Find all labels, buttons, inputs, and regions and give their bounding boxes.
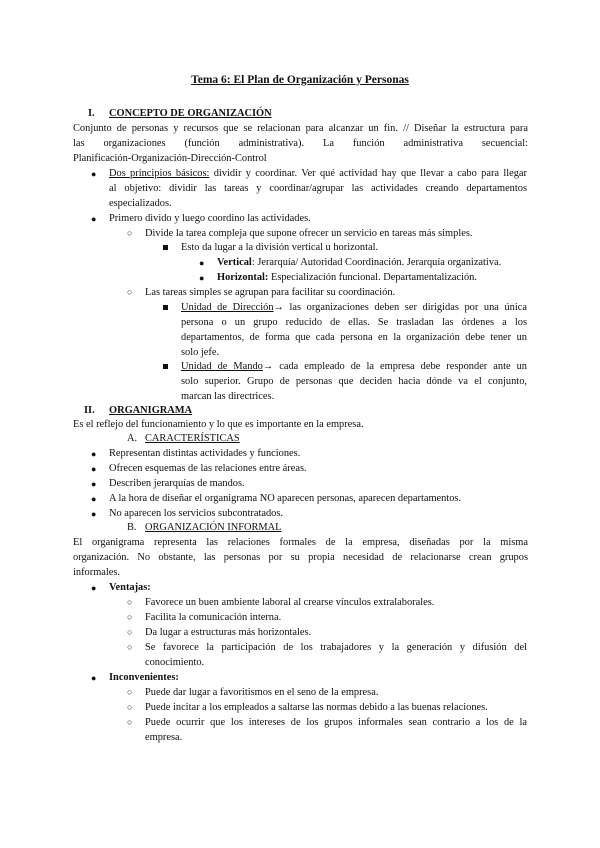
bullet-square-icon bbox=[163, 364, 168, 369]
bullet-circle-icon: ○ bbox=[127, 612, 133, 622]
s1-intro-line-3: Planificación-Organización-Dirección-Control bbox=[73, 153, 267, 164]
vertical-text: : Jerarquía/ Autoridad Coordinación. Jerarquía organizativa. bbox=[251, 257, 502, 268]
bullet-dot-icon: ● bbox=[199, 258, 205, 268]
s1-bullet-1-line-2: al objetivo: dividir las tareas y coordinar/agrupar las actividades creando departamentos bbox=[109, 183, 527, 194]
s1-bullet-1-line-1 bbox=[109, 166, 527, 181]
s1-sub-2: Las tareas simples se agrupan para facilitar su coordinación. bbox=[145, 287, 396, 298]
s1-square-1: Esto da lugar a la división vertical u horizontal. bbox=[181, 242, 379, 253]
unidad-mando-line-1 bbox=[181, 359, 527, 374]
page-title: Tema 6: El Plan de Organización y Personas bbox=[191, 74, 409, 86]
bullet-dot-icon: ● bbox=[91, 464, 97, 474]
s2b-line-1: El organigrama representa las relaciones formales de la empresa, diseñadas por la misma bbox=[73, 537, 528, 548]
caracteristica-1: Representan distintas actividades y funciones. bbox=[109, 448, 301, 459]
unidad-mando-text: → cada empleado de la empresa debe responder ante un bbox=[262, 361, 527, 372]
unidad-direccion-line-3: departamentos, de forma que cada persona en la organización debe tener un bbox=[181, 332, 527, 343]
s1-horizontal bbox=[217, 270, 477, 285]
principles-text: dividir y coordinar. Ver qué actividad hay que llevar a cabo para llegar bbox=[209, 168, 527, 179]
unidad-direccion-line-1 bbox=[181, 300, 527, 315]
s2-intro: Es el reflejo del funcionamiento y lo que es importante en la empresa. bbox=[73, 419, 364, 430]
bullet-circle-icon: ○ bbox=[127, 717, 133, 727]
horizontal-text: Especialización funcional. Departamentalización. bbox=[268, 272, 477, 283]
unidad-direccion-line-4: solo jefe. bbox=[181, 347, 220, 358]
ventaja-4-line-2: conocimiento. bbox=[145, 657, 205, 668]
caracteristica-5: No aparecen los servicios subcontratados. bbox=[109, 508, 283, 519]
unidad-direccion-label: Unidad de Dirección bbox=[181, 302, 274, 313]
bullet-circle-icon: ○ bbox=[127, 287, 133, 297]
bullet-circle-icon: ○ bbox=[127, 228, 133, 238]
unidad-direccion-text: → las organizaciones deben ser dirigidas por una única bbox=[273, 302, 527, 313]
section-1-number: I. bbox=[88, 108, 95, 119]
bullet-dot-icon: ● bbox=[91, 479, 97, 489]
bullet-square-icon bbox=[163, 245, 168, 250]
ventajas-label: Ventajas: bbox=[109, 582, 151, 593]
horizontal-label: Horizontal: bbox=[217, 272, 269, 283]
bullet-dot-icon: ● bbox=[91, 509, 97, 519]
s1-intro-line-1: Conjunto de personas y recursos que se relacionan para alcanzar un fin. // Diseñar la estructura para bbox=[73, 123, 528, 134]
bullet-dot-icon: ● bbox=[91, 214, 97, 224]
s1-intro-line-2: las organizaciones (función administrativa). La función administrativa secuencial: bbox=[73, 138, 528, 149]
bullet-dot-icon: ● bbox=[91, 449, 97, 459]
s1-bullet-2: Primero divido y luego coordino las actividades. bbox=[109, 213, 311, 224]
s2b-line-2: organización. No obstante, las personas por su propia necesidad de relacionarse crean grupos bbox=[73, 552, 528, 563]
inconveniente-3-line-1: Puede ocurrir que los intereses de los grupos informales sean contrario a los de la bbox=[145, 717, 527, 728]
unidad-mando-line-3: marcan las directrices. bbox=[181, 391, 275, 402]
inconveniente-2: Puede incitar a los empleados a saltarse las normas debido a las buenas relaciones. bbox=[145, 702, 488, 713]
ventaja-1: Favorece un buen ambiente laboral al crearse vínculos extralaborales. bbox=[145, 597, 435, 608]
ventaja-3: Da lugar a estructuras más horizontales. bbox=[145, 627, 312, 638]
s1-vertical bbox=[217, 255, 501, 270]
vertical-label: Vertical bbox=[217, 257, 252, 268]
bullet-dot-icon: ● bbox=[91, 169, 97, 179]
bullet-dot-icon: ● bbox=[199, 273, 205, 283]
inconveniente-1: Puede dar lugar a favoritismos en el seno de la empresa. bbox=[145, 687, 379, 698]
bullet-circle-icon: ○ bbox=[127, 597, 133, 607]
ventaja-2: Facilita la comunicación interna. bbox=[145, 612, 282, 623]
subsection-a-heading: CARACTERÍSTICAS bbox=[145, 433, 240, 444]
section-2-number: II. bbox=[84, 405, 95, 416]
section-2-heading: ORGANIGRAMA bbox=[109, 405, 193, 416]
unidad-direccion-line-2: persona o un grupo reducido de ellas. Se trasladan las órdenes a los bbox=[181, 317, 527, 328]
subsection-a-number: A. bbox=[127, 433, 138, 444]
bullet-circle-icon: ○ bbox=[127, 642, 133, 652]
subsection-b-number: B. bbox=[127, 522, 137, 533]
s1-sub-1: Divide la tarea compleja que supone ofrecer un servicio en tareas más simples. bbox=[145, 228, 473, 239]
inconveniente-3-line-2: empresa. bbox=[145, 732, 183, 743]
bullet-dot-icon: ● bbox=[91, 673, 97, 683]
caracteristica-3: Describen jerarquías de mandos. bbox=[109, 478, 245, 489]
ventaja-4-line-1: Se favorece la participación de los trabajadores y la generación y difusión del bbox=[145, 642, 527, 653]
unidad-mando-label: Unidad de Mando bbox=[181, 361, 263, 372]
principles-label: Dos principios básicos: bbox=[109, 168, 210, 179]
bullet-circle-icon: ○ bbox=[127, 627, 133, 637]
unidad-mando-line-2: solo superior. Grupo de personas que deciden hacia dónde va el conjunto, bbox=[181, 376, 527, 387]
bullet-dot-icon: ● bbox=[91, 494, 97, 504]
bullet-square-icon bbox=[163, 305, 168, 310]
inconvenientes-label: Inconvenientes: bbox=[109, 672, 179, 683]
section-1-heading: CONCEPTO DE ORGANIZACIÓN bbox=[109, 108, 272, 119]
s2b-line-3: informales. bbox=[73, 567, 121, 578]
caracteristica-2: Ofrecen esquemas de las relaciones entre áreas. bbox=[109, 463, 307, 474]
subsection-b-heading: ORGANIZACIÓN INFORMAL bbox=[145, 522, 282, 533]
s1-bullet-1-line-3: especializados. bbox=[109, 198, 172, 209]
bullet-circle-icon: ○ bbox=[127, 702, 133, 712]
bullet-circle-icon: ○ bbox=[127, 687, 133, 697]
caracteristica-4: A la hora de diseñar el organigrama NO aparecen personas, aparecen departamentos. bbox=[109, 493, 462, 504]
bullet-dot-icon: ● bbox=[91, 583, 97, 593]
